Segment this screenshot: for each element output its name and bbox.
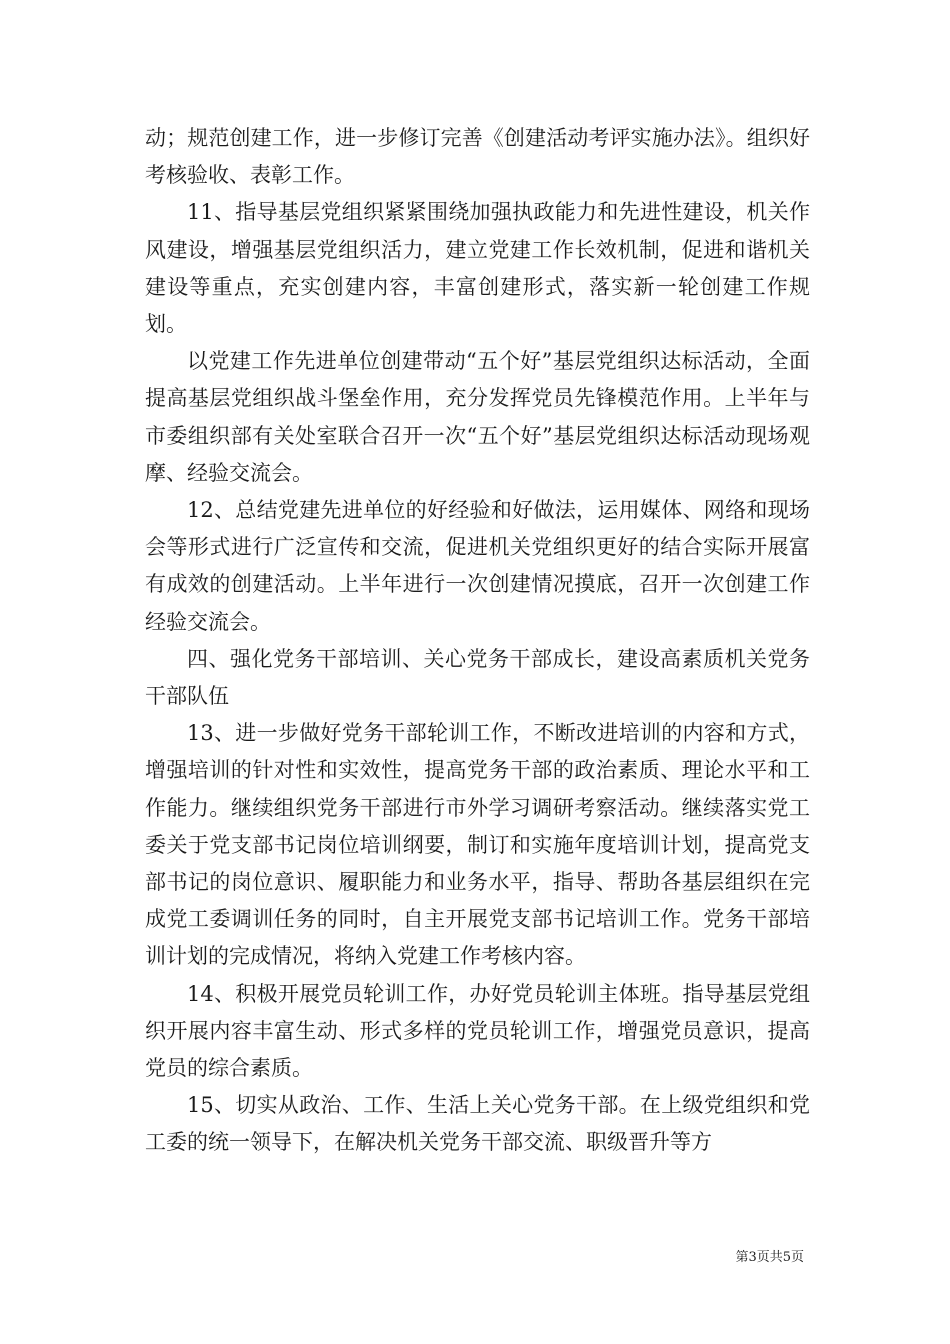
section-heading-four: 四、强化党务干部培训、关心党务干部成长，建设高素质机关党务干部队伍 [145,646,810,709]
paragraph-item-15: 15、切实从政治、工作、生活上关心党务干部。在上级党组织和党工委的统一领导下，在解决机关党务干部交流、职级晋升等方 [145,1093,810,1155]
paragraph-item-14: 14、积极开展党员轮训工作，办好党员轮训主体班。指导基层党组织开展内容丰富生动、形式多样的党员轮训工作，增强党员意识，提高党员的综合素质。 [145,981,810,1081]
page-number-footer: 第3页共5页 [735,1250,804,1265]
paragraph-item-11: 11、指导基层党组织紧紧围绕加强执政能力和先进性建设，机关作风建设，增强基层党组织活力，建立党建工作长效机制，促进和谐机关建设等重点，充实创建内容，丰富创建形式，落实新一轮创建工作规划。 [145,200,810,337]
paragraph-continuation: 动；规范创建工作，进一步修订完善《创建活动考评实施办法》。组织好考核验收、表彰工作。 [145,126,810,188]
document-body [145,120,810,1162]
paragraph-five-good: 以党建工作先进单位创建带动“五个好”基层党组织达标活动，全面提高基层党组织战斗堡垒作用，充分发挥党员先锋模范作用。上半年与市委组织部有关处室联合召开一次“五个好”基层党组织达标活动现场观摩、经验交流会。 [145,349,810,485]
paragraph-item-13: 13、进一步做好党务干部轮训工作，不断改进培训的内容和方式，增强培训的针对性和实效性，提高党务干部的政治素质、理论水平和工作能力。继续组织党务干部进行市外学习调研考察活动。继续落实党工委关于党支部书记岗位培训纲要，制订和实施年度培训计划，提高党支部书记的岗位意识、履职能力和业务水平，指导、帮助各基层组织在完成党工委调训任务的同时，自主开展党支部书记培训工作。党务干部培训计划的完成情况，将纳入党建工作考核内容。 [145,721,810,969]
paragraph-item-12: 12、总结党建先进单位的好经验和好做法，运用媒体、网络和现场会等形式进行广泛宣传和交流，促进机关党组织更好的结合实际开展富有成效的创建活动。上半年进行一次创建情况摸底，召开一次创建工作经验交流会。 [145,498,810,634]
